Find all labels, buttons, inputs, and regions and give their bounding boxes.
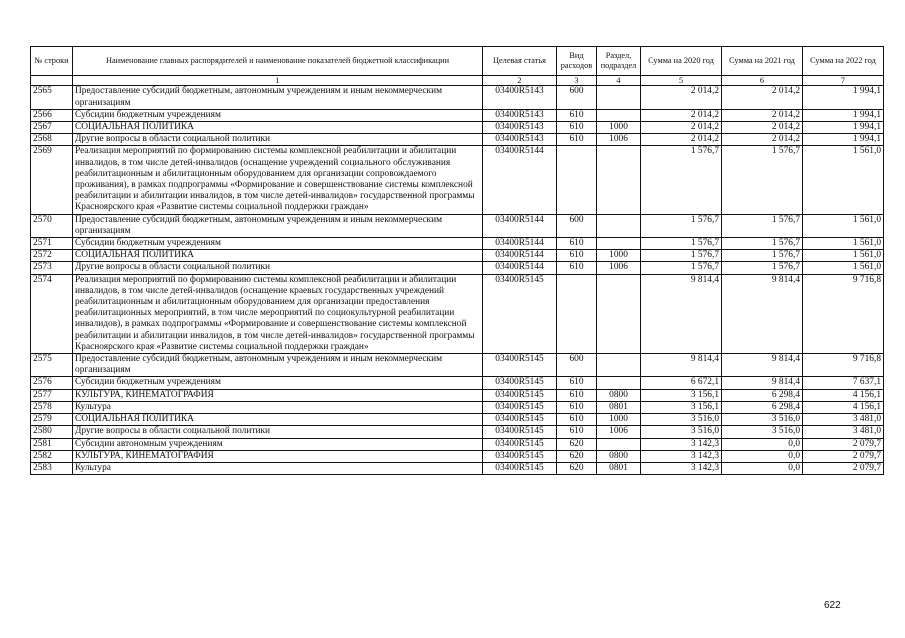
row-sum-2022: 4 156,1 <box>803 401 884 413</box>
row-number: 2571 <box>31 238 73 250</box>
row-number: 2582 <box>31 450 73 462</box>
row-name: СОЦИАЛЬНАЯ ПОЛИТИКА <box>73 122 483 134</box>
row-sum-2021: 3 516,0 <box>722 426 803 438</box>
row-sum-2022: 1 561,0 <box>803 146 884 214</box>
row-target-article: 03400R5145 <box>483 462 557 474</box>
row-sum-2021: 0,0 <box>722 462 803 474</box>
row-target-article: 03400R5144 <box>483 238 557 250</box>
row-section: 1006 <box>597 134 641 146</box>
table-row <box>31 274 884 353</box>
row-name: Субсидии бюджетным учреждениям <box>73 238 483 250</box>
row-target-article: 03400R5145 <box>483 354 557 377</box>
row-target-article: 03400R5143 <box>483 86 557 109</box>
row-name: Реализация мероприятий по формированию системы комплексной реабилитации и абилитации инвалидов, в том числе детей-инвалидов (оснащение краевых государственных учреждений реабилитационным и абилитационным оборудованием для организации предоставления реабилитационных мероприятий, в том числе мероприятий по социокультурной реабилитации инвалидов), в рамках подпрограммы «Формирование и совершенствование системы комплексной реабилитации и абилитации инвалидов, в том числе детей-инвалидов» государственной программы Красноярского края «Развитие системы социальной поддержки граждан» <box>73 274 483 353</box>
header-section: Раздел, подраздел <box>597 47 641 76</box>
row-target-article: 03400R5145 <box>483 438 557 450</box>
row-target-article: 03400R5145 <box>483 450 557 462</box>
row-sum-2020: 1 576,7 <box>641 250 722 262</box>
row-expense-type: 600 <box>557 354 597 377</box>
table-row <box>31 109 884 121</box>
row-name: Другие вопросы в области социальной политики <box>73 134 483 146</box>
row-sum-2021: 2 014,2 <box>722 86 803 109</box>
row-sum-2022: 1 994,1 <box>803 86 884 109</box>
row-sum-2020: 1 576,7 <box>641 238 722 250</box>
row-sum-2020: 6 672,1 <box>641 377 722 389</box>
row-target-article: 03400R5144 <box>483 146 557 214</box>
row-name: Другие вопросы в области социальной политики <box>73 426 483 438</box>
row-number: 2574 <box>31 274 73 353</box>
row-sum-2022: 2 079,7 <box>803 438 884 450</box>
table-row <box>31 450 884 462</box>
table-row <box>31 438 884 450</box>
row-sum-2022: 1 561,0 <box>803 214 884 237</box>
row-sum-2020: 3 142,3 <box>641 450 722 462</box>
table-row <box>31 354 884 377</box>
table-row <box>31 401 884 413</box>
table-row <box>31 377 884 389</box>
row-expense-type: 610 <box>557 250 597 262</box>
row-section <box>597 274 641 353</box>
row-sum-2021: 1 576,7 <box>722 238 803 250</box>
column-number: 3 <box>557 76 597 86</box>
row-section <box>597 354 641 377</box>
row-number: 2568 <box>31 134 73 146</box>
row-target-article: 03400R5145 <box>483 426 557 438</box>
row-sum-2020: 2 014,2 <box>641 109 722 121</box>
column-number: 4 <box>597 76 641 86</box>
row-number: 2581 <box>31 438 73 450</box>
row-expense-type: 610 <box>557 389 597 401</box>
row-section: 1000 <box>597 122 641 134</box>
row-target-article: 03400R5143 <box>483 109 557 121</box>
row-number: 2570 <box>31 214 73 237</box>
row-sum-2020: 9 814,4 <box>641 274 722 353</box>
row-expense-type <box>557 274 597 353</box>
header-row-number: № строки <box>31 47 73 76</box>
table-row <box>31 122 884 134</box>
row-sum-2020: 2 014,2 <box>641 122 722 134</box>
row-target-article: 03400R5144 <box>483 250 557 262</box>
row-sum-2021: 0,0 <box>722 450 803 462</box>
row-sum-2021: 2 014,2 <box>722 109 803 121</box>
row-name: Субсидии автономным учреждениям <box>73 438 483 450</box>
row-number: 2572 <box>31 250 73 262</box>
row-expense-type: 610 <box>557 134 597 146</box>
row-sum-2022: 9 716,8 <box>803 354 884 377</box>
row-sum-2022: 1 561,0 <box>803 250 884 262</box>
row-sum-2020: 2 014,2 <box>641 86 722 109</box>
row-name: Другие вопросы в области социальной политики <box>73 262 483 274</box>
row-number: 2577 <box>31 389 73 401</box>
row-target-article: 03400R5145 <box>483 401 557 413</box>
table-row <box>31 134 884 146</box>
row-number: 2566 <box>31 109 73 121</box>
row-number: 2569 <box>31 146 73 214</box>
row-sum-2020: 3 516,0 <box>641 426 722 438</box>
row-expense-type: 620 <box>557 462 597 474</box>
row-sum-2020: 3 516,0 <box>641 414 722 426</box>
row-name: СОЦИАЛЬНАЯ ПОЛИТИКА <box>73 414 483 426</box>
row-section: 0801 <box>597 401 641 413</box>
row-expense-type: 610 <box>557 401 597 413</box>
row-sum-2022: 3 481,0 <box>803 426 884 438</box>
row-name: СОЦИАЛЬНАЯ ПОЛИТИКА <box>73 250 483 262</box>
row-number: 2578 <box>31 401 73 413</box>
row-name: КУЛЬТУРА, КИНЕМАТОГРАФИЯ <box>73 389 483 401</box>
row-expense-type: 610 <box>557 262 597 274</box>
row-sum-2021: 9 814,4 <box>722 377 803 389</box>
row-sum-2022: 7 637,1 <box>803 377 884 389</box>
table-row <box>31 262 884 274</box>
row-expense-type: 610 <box>557 426 597 438</box>
row-sum-2020: 2 014,2 <box>641 134 722 146</box>
row-name: Культура <box>73 401 483 413</box>
table-row <box>31 462 884 474</box>
row-number: 2565 <box>31 86 73 109</box>
header-name: Наименование главных распорядителей и наименование показателей бюджетной классификации <box>73 47 483 76</box>
row-section <box>597 438 641 450</box>
header-target-article: Целевая статья <box>483 47 557 76</box>
row-section: 1000 <box>597 414 641 426</box>
row-section <box>597 214 641 237</box>
row-sum-2021: 1 576,7 <box>722 262 803 274</box>
row-number: 2573 <box>31 262 73 274</box>
column-number: 7 <box>803 76 884 86</box>
row-sum-2022: 1 994,1 <box>803 109 884 121</box>
row-sum-2020: 3 142,3 <box>641 462 722 474</box>
row-section <box>597 146 641 214</box>
row-sum-2021: 6 298,4 <box>722 389 803 401</box>
row-section <box>597 86 641 109</box>
row-number: 2567 <box>31 122 73 134</box>
row-section <box>597 238 641 250</box>
row-sum-2021: 1 576,7 <box>722 146 803 214</box>
row-sum-2022: 9 716,8 <box>803 274 884 353</box>
row-name: Предоставление субсидий бюджетным, автономным учреждениям и иным некоммерческим организациям <box>73 214 483 237</box>
table-row <box>31 389 884 401</box>
row-sum-2020: 1 576,7 <box>641 262 722 274</box>
row-section: 1006 <box>597 426 641 438</box>
header-sum-2021: Сумма на 2021 год <box>722 47 803 76</box>
column-number: 1 <box>73 76 483 86</box>
row-expense-type: 610 <box>557 238 597 250</box>
row-sum-2022: 1 561,0 <box>803 262 884 274</box>
row-sum-2020: 1 576,7 <box>641 214 722 237</box>
table-row <box>31 214 884 237</box>
row-number: 2579 <box>31 414 73 426</box>
row-sum-2020: 1 576,7 <box>641 146 722 214</box>
row-target-article: 03400R5145 <box>483 414 557 426</box>
row-name: Реализация мероприятий по формированию системы комплексной реабилитации и абилитации инвалидов, в том числе детей-инвалидов (оснащение учреждений социального обслуживания реабилитационным и абилитационным оборудованием для организации сопровождаемого проживания), в рамках подпрограммы «Формирование и совершенствование системы комплексной реабилитации и абилитации инвалидов, в том числе детей-инвалидов» государственной программы Красноярского края «Развитие системы социальной поддержки граждан» <box>73 146 483 214</box>
row-expense-type: 620 <box>557 450 597 462</box>
row-number: 2583 <box>31 462 73 474</box>
row-sum-2020: 3 156,1 <box>641 389 722 401</box>
row-sum-2022: 2 079,7 <box>803 450 884 462</box>
row-expense-type: 610 <box>557 414 597 426</box>
row-sum-2021: 3 516,0 <box>722 414 803 426</box>
header-sum-2020: Сумма на 2020 год <box>641 47 722 76</box>
row-expense-type: 610 <box>557 377 597 389</box>
row-sum-2021: 1 576,7 <box>722 214 803 237</box>
column-number: 6 <box>722 76 803 86</box>
table-body <box>31 86 884 475</box>
row-sum-2021: 9 814,4 <box>722 274 803 353</box>
row-section: 0800 <box>597 389 641 401</box>
page-number: 622 <box>824 600 841 611</box>
row-target-article: 03400R5144 <box>483 262 557 274</box>
row-section: 0800 <box>597 450 641 462</box>
row-number: 2575 <box>31 354 73 377</box>
row-target-article: 03400R5143 <box>483 134 557 146</box>
row-sum-2021: 6 298,4 <box>722 401 803 413</box>
row-sum-2022: 4 156,1 <box>803 389 884 401</box>
row-sum-2021: 1 576,7 <box>722 250 803 262</box>
budget-table <box>30 46 884 475</box>
row-expense-type: 610 <box>557 109 597 121</box>
column-number <box>31 76 73 86</box>
row-target-article: 03400R5145 <box>483 389 557 401</box>
table-row <box>31 86 884 109</box>
header-sum-2022: Сумма на 2022 год <box>803 47 884 76</box>
row-expense-type: 600 <box>557 86 597 109</box>
table-row <box>31 238 884 250</box>
row-expense-type: 620 <box>557 438 597 450</box>
column-number: 2 <box>483 76 557 86</box>
header-row <box>31 47 884 76</box>
row-number: 2580 <box>31 426 73 438</box>
row-name: КУЛЬТУРА, КИНЕМАТОГРАФИЯ <box>73 450 483 462</box>
row-expense-type: 610 <box>557 122 597 134</box>
table-row <box>31 426 884 438</box>
row-name: Субсидии бюджетным учреждениям <box>73 377 483 389</box>
row-number: 2576 <box>31 377 73 389</box>
column-number: 5 <box>641 76 722 86</box>
row-sum-2022: 3 481,0 <box>803 414 884 426</box>
row-expense-type: 600 <box>557 214 597 237</box>
row-sum-2022: 1 994,1 <box>803 134 884 146</box>
row-sum-2021: 2 014,2 <box>722 134 803 146</box>
row-target-article: 03400R5144 <box>483 214 557 237</box>
row-sum-2022: 1 561,0 <box>803 238 884 250</box>
row-sum-2021: 9 814,4 <box>722 354 803 377</box>
row-name: Предоставление субсидий бюджетным, автономным учреждениям и иным некоммерческим организациям <box>73 86 483 109</box>
row-sum-2020: 3 142,3 <box>641 438 722 450</box>
row-name: Культура <box>73 462 483 474</box>
row-section: 1000 <box>597 250 641 262</box>
row-sum-2020: 9 814,4 <box>641 354 722 377</box>
row-section <box>597 109 641 121</box>
row-section: 0801 <box>597 462 641 474</box>
table-row <box>31 414 884 426</box>
row-sum-2021: 2 014,2 <box>722 122 803 134</box>
row-sum-2022: 2 079,7 <box>803 462 884 474</box>
row-sum-2022: 1 994,1 <box>803 122 884 134</box>
row-sum-2021: 0,0 <box>722 438 803 450</box>
row-section <box>597 377 641 389</box>
row-sum-2020: 3 156,1 <box>641 401 722 413</box>
row-name: Субсидии бюджетным учреждениям <box>73 109 483 121</box>
table-row <box>31 250 884 262</box>
row-section: 1006 <box>597 262 641 274</box>
row-target-article: 03400R5145 <box>483 274 557 353</box>
column-number-row <box>31 76 884 86</box>
table-row <box>31 146 884 214</box>
row-expense-type <box>557 146 597 214</box>
row-target-article: 03400R5143 <box>483 122 557 134</box>
row-name: Предоставление субсидий бюджетным, автономным учреждениям и иным некоммерческим организациям <box>73 354 483 377</box>
row-target-article: 03400R5145 <box>483 377 557 389</box>
header-expense-type: Вид расходов <box>557 47 597 76</box>
